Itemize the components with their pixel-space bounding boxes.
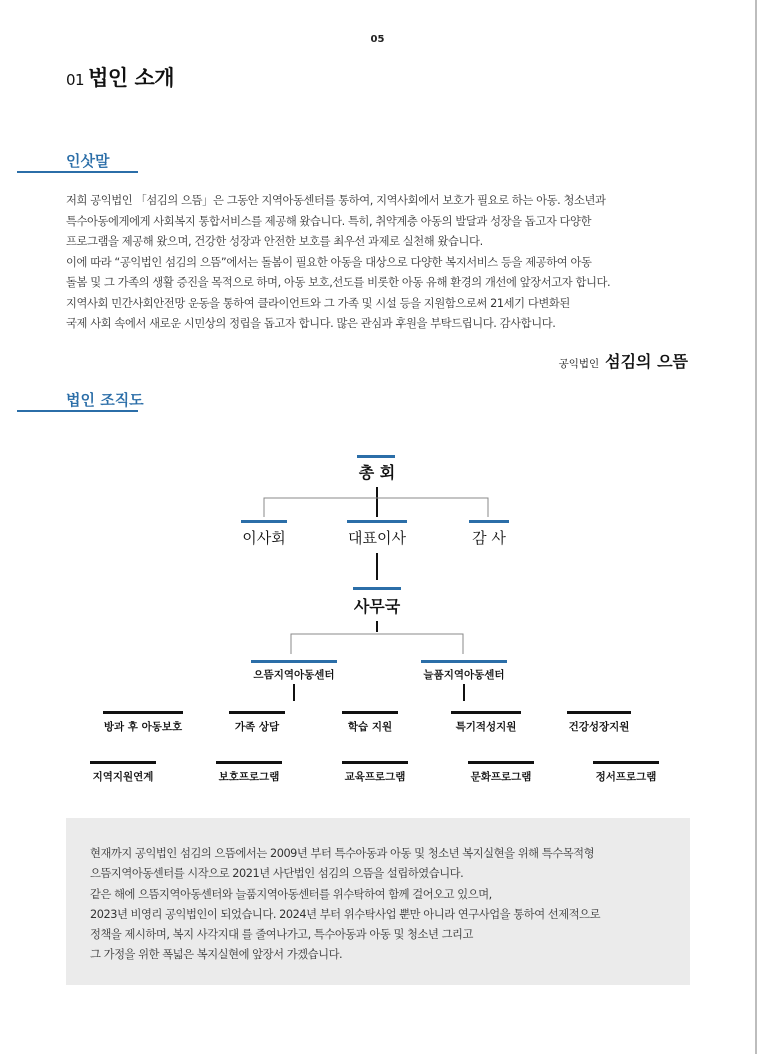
org-chart-title-rule <box>17 410 138 412</box>
node-bar-assembly <box>357 455 395 458</box>
program-bar <box>567 711 631 714</box>
greeting-line: 국제 사회 속에서 새로운 시민상의 정립을 돕고자 합니다. 많은 관심과 후원을 부탁드립니다. 감사합니다. <box>66 317 556 330</box>
history-line: 으뜸지역아동센터를 시작으로 2021년 사단법인 섬김의 으뜸을 설립하였습니다. <box>90 867 464 881</box>
greeting-line: 돌봄 및 그 가족의 생활 증진을 목적으로 하며, 아동 보호,선도를 비롯한 아동 유해 환경의 개선에 앞장서고자 합니다. <box>66 276 611 289</box>
node-program: 가족 상담 <box>234 721 280 733</box>
program-bar <box>593 761 659 764</box>
node-program: 특기적성지원 <box>455 721 517 733</box>
node-program: 건강성장지원 <box>568 721 630 733</box>
signature-prefix: 공익법인 <box>558 358 600 370</box>
node-program: 학습 지원 <box>347 721 393 733</box>
history-line: 현재까지 공익법인 섬김의 으뜸에서는 2009년 부터 특수아동과 아동 및 청소년 복지실현을 위해 특수목적형 <box>90 847 595 860</box>
page-edge-rule <box>755 0 757 1054</box>
node-secretariat: 사무국 <box>353 597 401 616</box>
page-number: 05 <box>370 34 385 45</box>
node-ceo: 대표이사 <box>348 529 406 547</box>
signature <box>559 349 688 372</box>
node-bar-secretariat <box>353 587 401 590</box>
bracket-centers <box>291 634 463 654</box>
history-text <box>90 844 600 966</box>
greeting-line: 특수아동에게에게 사회복지 통합서비스를 제공해 왔습니다. 특히, 취약계층 아동의 발달과 성장을 돕고자 다양한 <box>66 214 592 228</box>
history-line: 그 가정을 위한 폭넓은 복지실현에 앞장서 가겠습니다. <box>90 948 343 962</box>
node-board: 이사회 <box>242 529 286 547</box>
node-bar-ceo <box>347 520 407 523</box>
program-bar <box>216 761 282 764</box>
node-program: 보호프로그램 <box>218 771 280 783</box>
history-line: 같은 해에 으뜸지역아동센터와 늘품지역아동센터를 위수탁하여 함께 걸어오고 있으며, <box>90 887 492 901</box>
program-bar <box>342 711 398 714</box>
node-auditor: 감 사 <box>472 529 506 547</box>
node-bar-center-1 <box>251 660 337 663</box>
program-bar <box>342 761 408 764</box>
node-program: 지역지원연계 <box>92 771 154 783</box>
greeting-text <box>66 191 706 335</box>
node-bar-auditor <box>469 520 509 523</box>
greeting-title-rule <box>17 171 138 173</box>
greeting-line: 지역사회 민간사회안전망 운동을 통하여 클라이언트와 그 가족 및 시설 등을 지원함으로써 21세기 다변화된 <box>66 296 570 310</box>
history-line: 2023년 비영리 공익법인이 되었습니다. 2024년 부터 위수탁사업 뿐만 아니라 연구사업을 통하여 선제적으로 <box>90 907 601 921</box>
node-center: 늘품지역아동센터 <box>423 669 505 681</box>
history-line: 정책을 제시하며, 복지 사각지대 를 줄여나가고, 특수아동과 아동 및 청소년 그리고 <box>90 928 473 942</box>
greeting-title: 인삿말 <box>66 152 110 170</box>
greeting-line: 이에 따라 “공익법인 섬김의 으뜸”에서는 돌봄이 필요한 아동을 대상으로 다양한 복지서비스 등을 제공하여 아동 <box>66 255 592 269</box>
chapter-number: 01 <box>66 71 85 89</box>
node-program: 정서프로그램 <box>595 771 657 783</box>
greeting-line: 저희 공익법인 「섬김의 으뜸」은 그동안 지역아동센터를 통하여, 지역사회에서 보호가 필요로 하는 아동. 청소년과 <box>66 194 606 207</box>
program-bar <box>468 761 534 764</box>
signature-name: 섬김의 으뜸 <box>605 352 688 371</box>
org-chart-title: 법인 조직도 <box>66 391 144 409</box>
program-bar <box>103 711 183 714</box>
node-general-assembly: 총 회 <box>358 463 396 482</box>
node-program: 방과 후 아동보호 <box>103 721 183 733</box>
node-program: 교육프로그램 <box>344 771 406 783</box>
program-bar <box>90 761 156 764</box>
history-box <box>66 818 690 985</box>
node-center: 으뜸지역아동센터 <box>253 669 335 681</box>
greeting-line: 프로그램을 제공해 왔으며, 건강한 성장과 안전한 보호를 최우선 과제로 실천해 왔습니다. <box>66 235 483 248</box>
program-bar <box>229 711 285 714</box>
bracket-top <box>264 498 488 517</box>
node-bar-center-2 <box>421 660 507 663</box>
chapter-title: 법인 소개 <box>88 66 175 90</box>
node-bar-board <box>241 520 287 523</box>
node-program: 문화프로그램 <box>470 771 532 783</box>
chapter-heading <box>66 62 174 92</box>
program-bar <box>451 711 521 714</box>
